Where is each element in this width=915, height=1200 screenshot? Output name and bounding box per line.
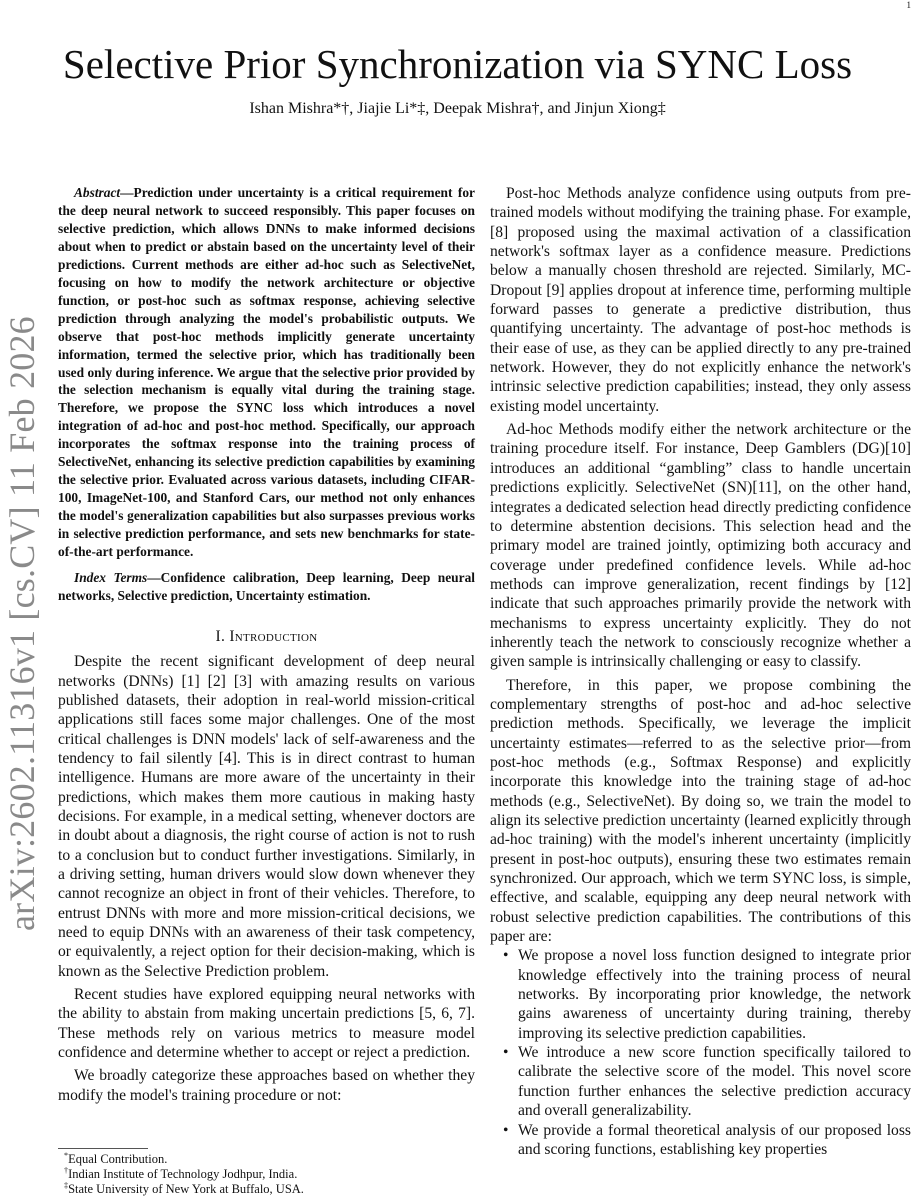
- abstract-text: —Prediction under uncertainty is a critical requirement for the deep neural network to succeed responsibly. This paper focuses on selective prediction, which allows DNNs to make informed decisions about when to predict or abstain based on the uncertainty level of their predictions. Current methods are either ad-hoc such as SelectiveNet, focusing on how to modify the network architecture or objective function, or post-hoc such as softmax response, achieving selective prediction through analyzing the model's probabilistic outputs. We observe that post-hoc methods implicitly generate uncertainty information, termed the selective prior, which has traditionally been used only during inference. We argue that the selective prior provided by the selection mechanism is equally vital during the training stage. Therefore, we propose the SYNC loss which introduces a novel integration of ad-hoc and post-hoc method. Specifically, our approach incorporates the softmax response into the training process of SelectiveNet, enhancing its selective prediction capabilities by examining the selective prior. Evaluated across various datasets, including CIFAR-100, ImageNet-100, and Stanford Cars, our method not only enhances the model's generalization capabilities but also surpasses previous works in selective prediction performance, and sets new benchmarks for state-of-the-art performance.: [58, 185, 475, 560]
- paragraph: Therefore, in this paper, we propose combining the complementary strengths of post-hoc and ad-hoc selective prediction methods. Specifically, we leverage the implicit uncertainty estimates—referred to as the selective prior—from post-hoc methods (e.g., Softmax Response) and explicitly incorporate this knowledge into the training stage of ad-hoc methods (e.g., SelectiveNet). By doing so, we train the model to align its selective prediction uncertainty (learned explicitly through ad-hoc training) with the model's inherent uncertainty (implicitly present in post-hoc outputs), ensuring these two estimates remain synchronized. Our approach, which we term SYNC loss, is simple, effective, and scalable, equipping any deep neural network with robust selective prediction capabilities. The contributions of this paper are:: [490, 676, 911, 946]
- paragraph: Post-hoc Methods analyze confidence using outputs from pre-trained models without modifying the training phase. For example, [8] proposed using the maximal activation of a classification network's softmax layer as a confidence measure. Predictions below a manually chosen threshold are rejected. Similarly, MC-Dropout [9] applies dropout at inference time, performing multiple forward passes to generate a predictive distribution, thus quantifying uncertainty. The advantage of post-hoc methods is their ease of use, as they can be applied directly to any pre-trained network. However, they do not explicitly enhance the network's intrinsic selective prediction capabilities; instead, they only assess existing model uncertainty.: [490, 185, 911, 415]
- list-item: • We provide a formal theoretical analysis of our proposed loss and scoring functions, establishing key properties: [518, 1121, 911, 1160]
- footnote: ‡State University of New York at Buffalo, USA.: [64, 1180, 304, 1196]
- section-heading: I. Introduction: [215, 627, 318, 645]
- left-column: [58, 184, 475, 1105]
- paragraph: Ad-hoc Methods modify either the network architecture or the training procedure itself. For instance, Deep Gamblers (DG)[10] introduces an additional “gambling” class to handle uncertain predictions explicitly. SelectiveNet (SN)[11], on the other hand, integrates a dedicated selection head directly predicting confidence to determine abstention decisions. This selection head and the primary model are trained jointly, optimizing both accuracy and coverage under predefined confidence levels. While ad-hoc methods can improve generalization, recent findings by [12] indicate that such approaches primarily provide the network with mechanisms to express uncertainty explicitly. They do not inherently teach the network to consciously recognize whether a given sample is intrinsically challenging or easy to classify.: [490, 421, 911, 671]
- index-terms: [58, 569, 475, 605]
- right-column: [490, 184, 911, 1159]
- arxiv-watermark: arXiv:2602.11316v1 [cs.CV] 11 Feb 2026: [2, 316, 42, 931]
- paragraph: Despite the recent significant development of deep neural networks (DNNs) [1] [2] [3] with amazing results on various published datasets, their adoption in real-world mission-critical applications still faces some major challenges. One of the most critical challenges is DNN models' lack of self-awareness and the tendency to fail silently [4]. This is in direct contrast to human intelligence. Humans are more aware of the uncertainty in their predictions, which makes them more cautious in making hasty decisions. For example, in a medical setting, whenever doctors are in doubt about a diagnosis, the right course of action is not to rush to a conclusion but to conduct further investigations. Similarly, in a driving setting, human drivers would slow down whenever they cannot recognize an object in front of their vehicles. Therefore, to entrust DNNs with more and more mission-critical decisions, we need to equip DNNs with an awareness of their task competency, or equivalently, a reject option for their decision-making, which is known as the Selective Prediction problem.: [58, 653, 475, 980]
- paragraph: Recent studies have explored equipping neural networks with the ability to abstain from making uncertain predictions [5, 6, 7]. These methods rely on various metrics to measure model confidence and determine whether to accept or reject a prediction.: [58, 986, 475, 1062]
- list-item: • We propose a novel loss function designed to integrate prior knowledge effectively into the training process of neural networks. By incorporating prior knowledge, the network gains awareness of uncertainty during training, thereby improving its selective prediction capabilities.: [518, 946, 911, 1043]
- index-terms-label: Index Terms: [74, 570, 148, 586]
- list-item: • We introduce a new score function specifically tailored to calibrate the selective score of the model. This novel score function further enhances the selective prediction accuracy and overall generalizability.: [518, 1043, 911, 1120]
- contributions-list: [490, 946, 911, 1159]
- footnotes: [64, 1152, 304, 1197]
- abstract: [58, 184, 475, 561]
- paragraph: We broadly categorize these approaches based on whether they modify the model's training procedure or not:: [58, 1067, 475, 1104]
- footnote-rule: [58, 1148, 148, 1149]
- footnote: *Equal Contribution.: [64, 1150, 168, 1166]
- index-terms-text: —Confidence calibration, Deep learning, Deep neural networks, Selective prediction, Uncertainty estimation.: [58, 570, 475, 603]
- authors: Ishan Mishra*†, Jiajie Li*‡, Deepak Mishra†, and Jinjun Xiong‡: [249, 100, 666, 117]
- page-number: 1: [906, 0, 911, 10]
- footnote: †Indian Institute of Technology Jodhpur, India.: [64, 1165, 298, 1181]
- paper-title: Selective Prior Synchronization via SYNC Loss: [62, 41, 853, 87]
- abstract-label: Abstract: [74, 185, 121, 200]
